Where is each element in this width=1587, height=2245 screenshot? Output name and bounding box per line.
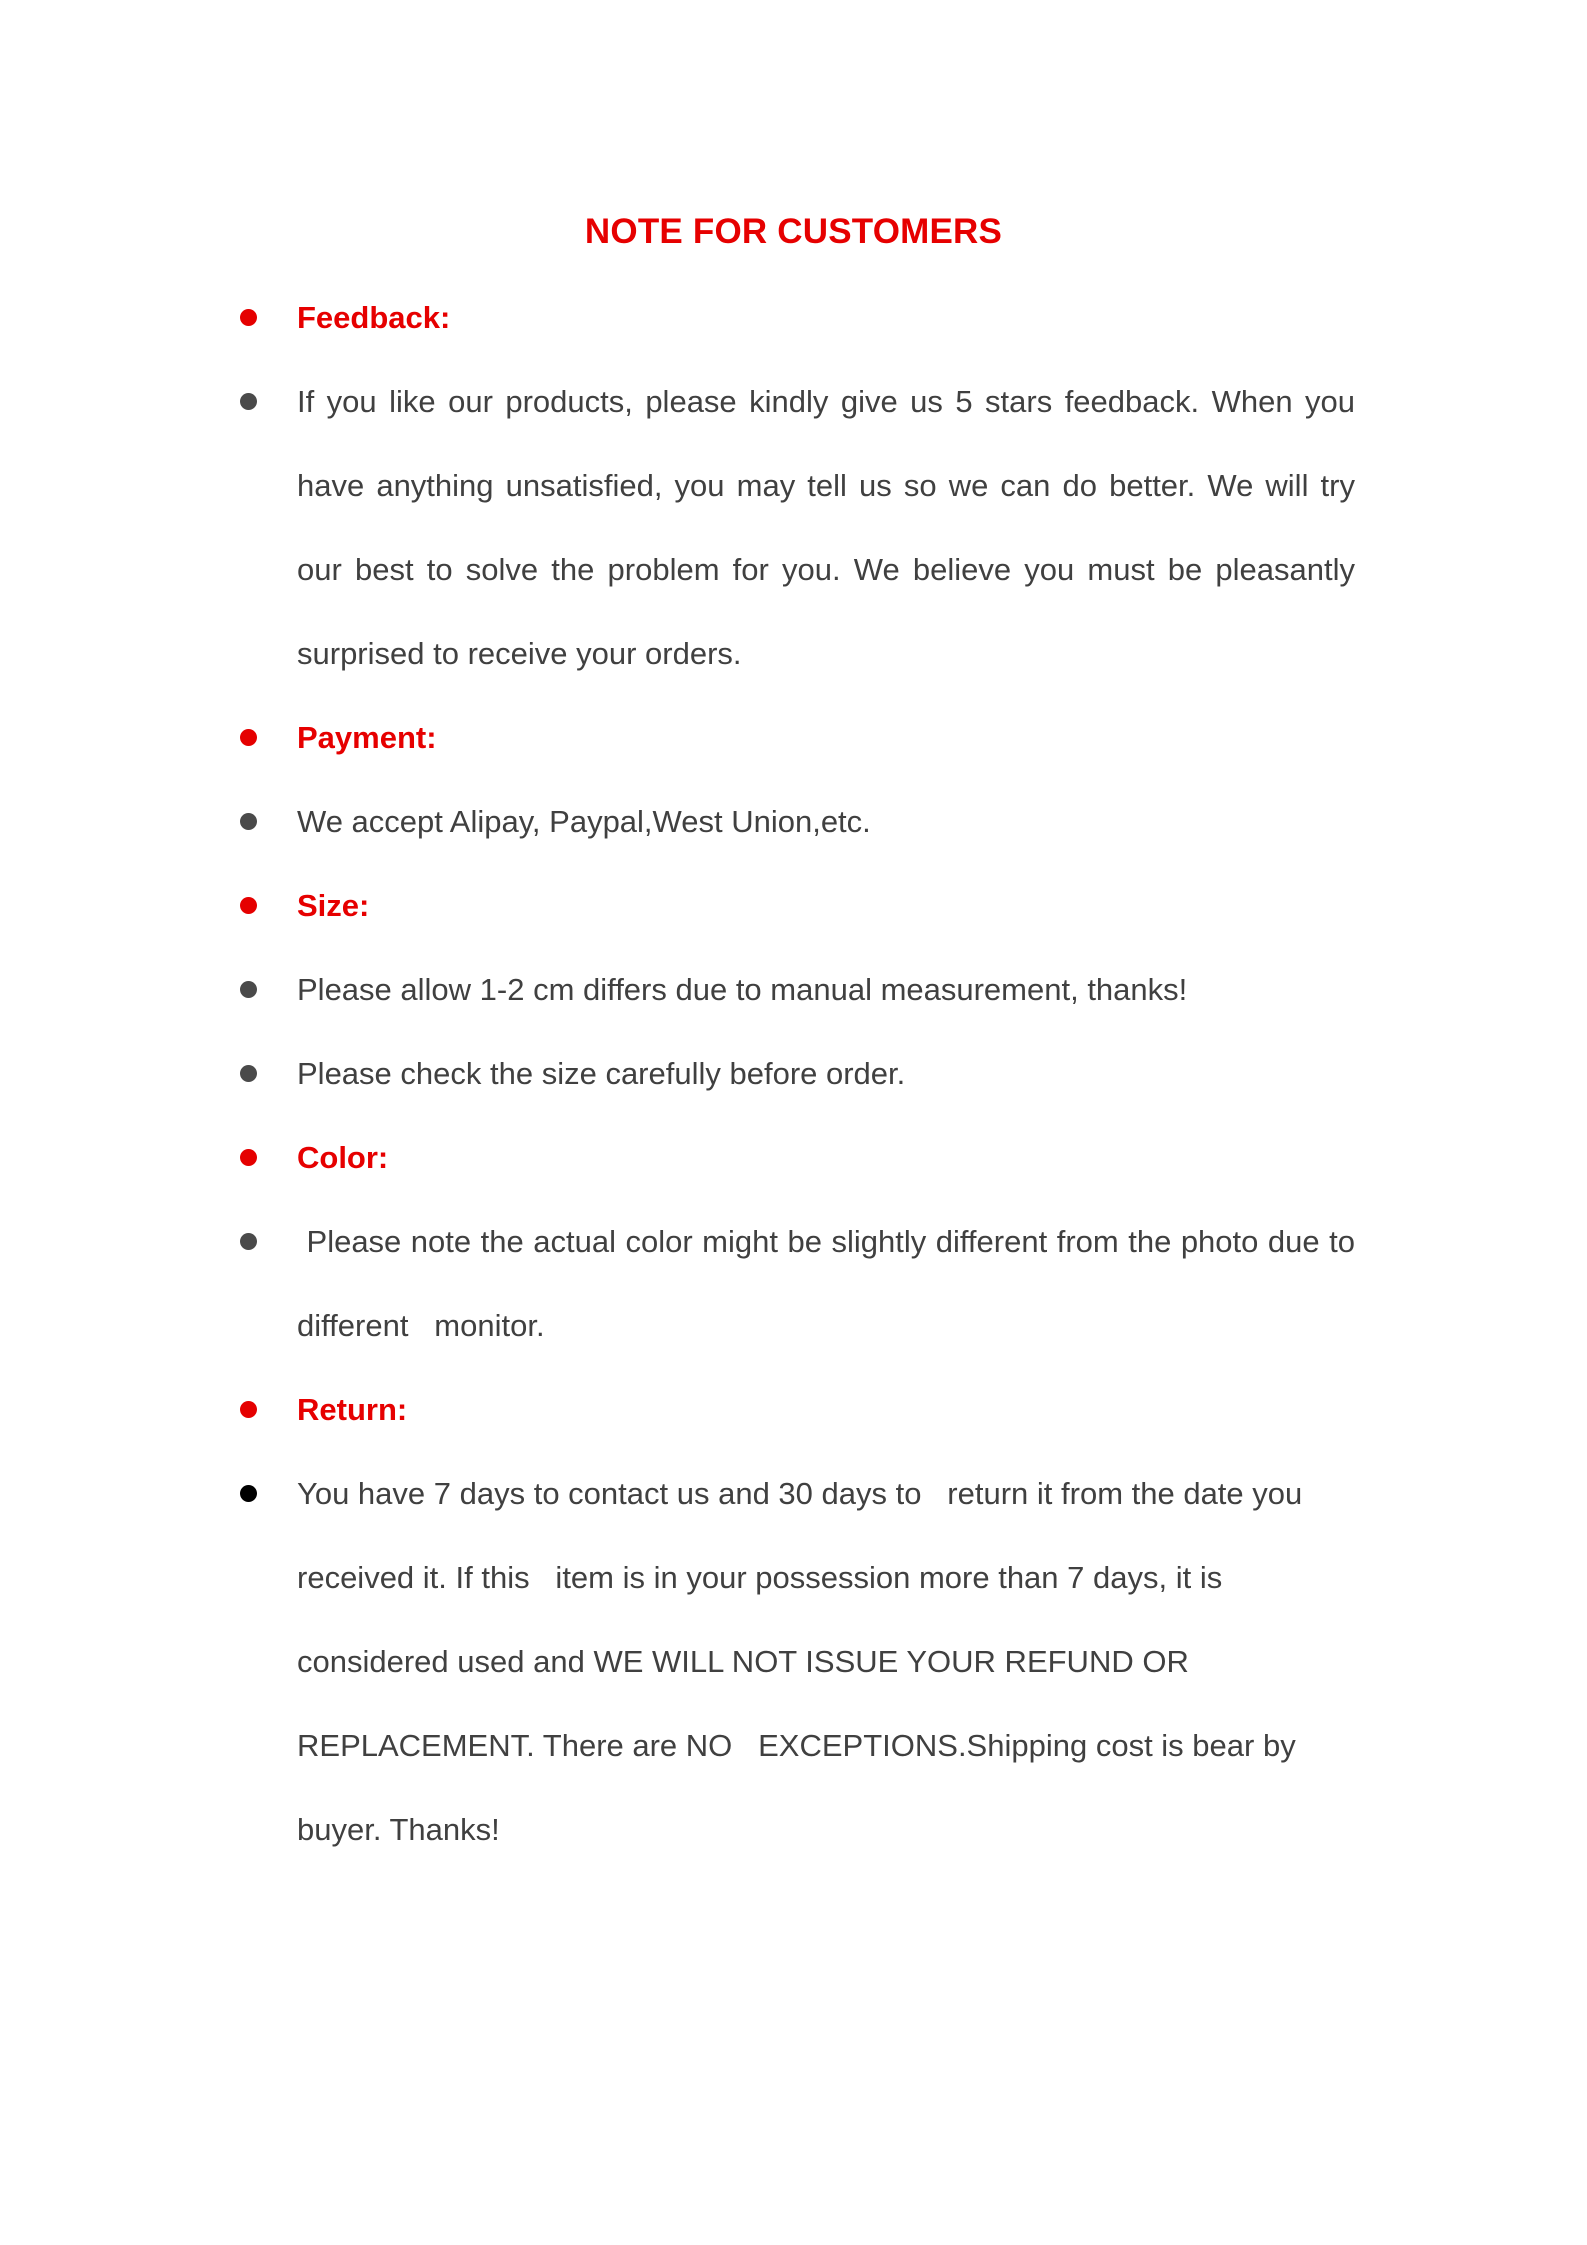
bullet-red-icon	[240, 729, 257, 746]
bullet-red-icon	[240, 1401, 257, 1418]
bullet-red-icon	[240, 1149, 257, 1166]
bullet-grey-icon	[240, 981, 257, 998]
size-heading: Size:	[297, 888, 370, 923]
feedback-body: If you like our products, please kindly give us 5 stars feedback. When you have anything unsatisfied, you may tell us so we can do better. We will try our best to solve the problem for you. We believe you must be pleasantly surprised to receive your orders.	[297, 384, 1355, 671]
bullet-grey-icon	[240, 813, 257, 830]
bullet-grey-icon	[240, 1233, 257, 1250]
page-title: NOTE FOR CUSTOMERS	[584, 212, 1003, 251]
payment-heading: Payment:	[297, 720, 437, 755]
bullet-black-icon	[240, 1485, 257, 1502]
bullet-grey-icon	[240, 393, 257, 410]
size-body-2: Please check the size carefully before order.	[297, 1056, 906, 1091]
bullet-grey-icon	[240, 1065, 257, 1082]
feedback-heading: Feedback:	[297, 300, 451, 335]
bullet-red-icon	[240, 897, 257, 914]
color-heading: Color:	[297, 1140, 389, 1175]
payment-body: We accept Alipay, Paypal,West Union,etc.	[297, 804, 871, 839]
bullet-red-icon	[240, 309, 257, 326]
return-heading: Return:	[297, 1392, 408, 1427]
size-body-1: Please allow 1-2 cm differs due to manual measurement, thanks!	[297, 972, 1188, 1007]
color-body: Please note the actual color might be slightly different from the photo due to different monitor.	[297, 1224, 1364, 1343]
return-body: You have 7 days to contact us and 30 days to return it from the date you received it. If this item is in your possession more than 7 days, it is considered used and WE WILL NOT ISSUE YOUR REFUND OR REPLACEMENT. There are NO EXCEPTIONS.Shipping cost is bear by buyer. Thanks!	[297, 1476, 1311, 1847]
